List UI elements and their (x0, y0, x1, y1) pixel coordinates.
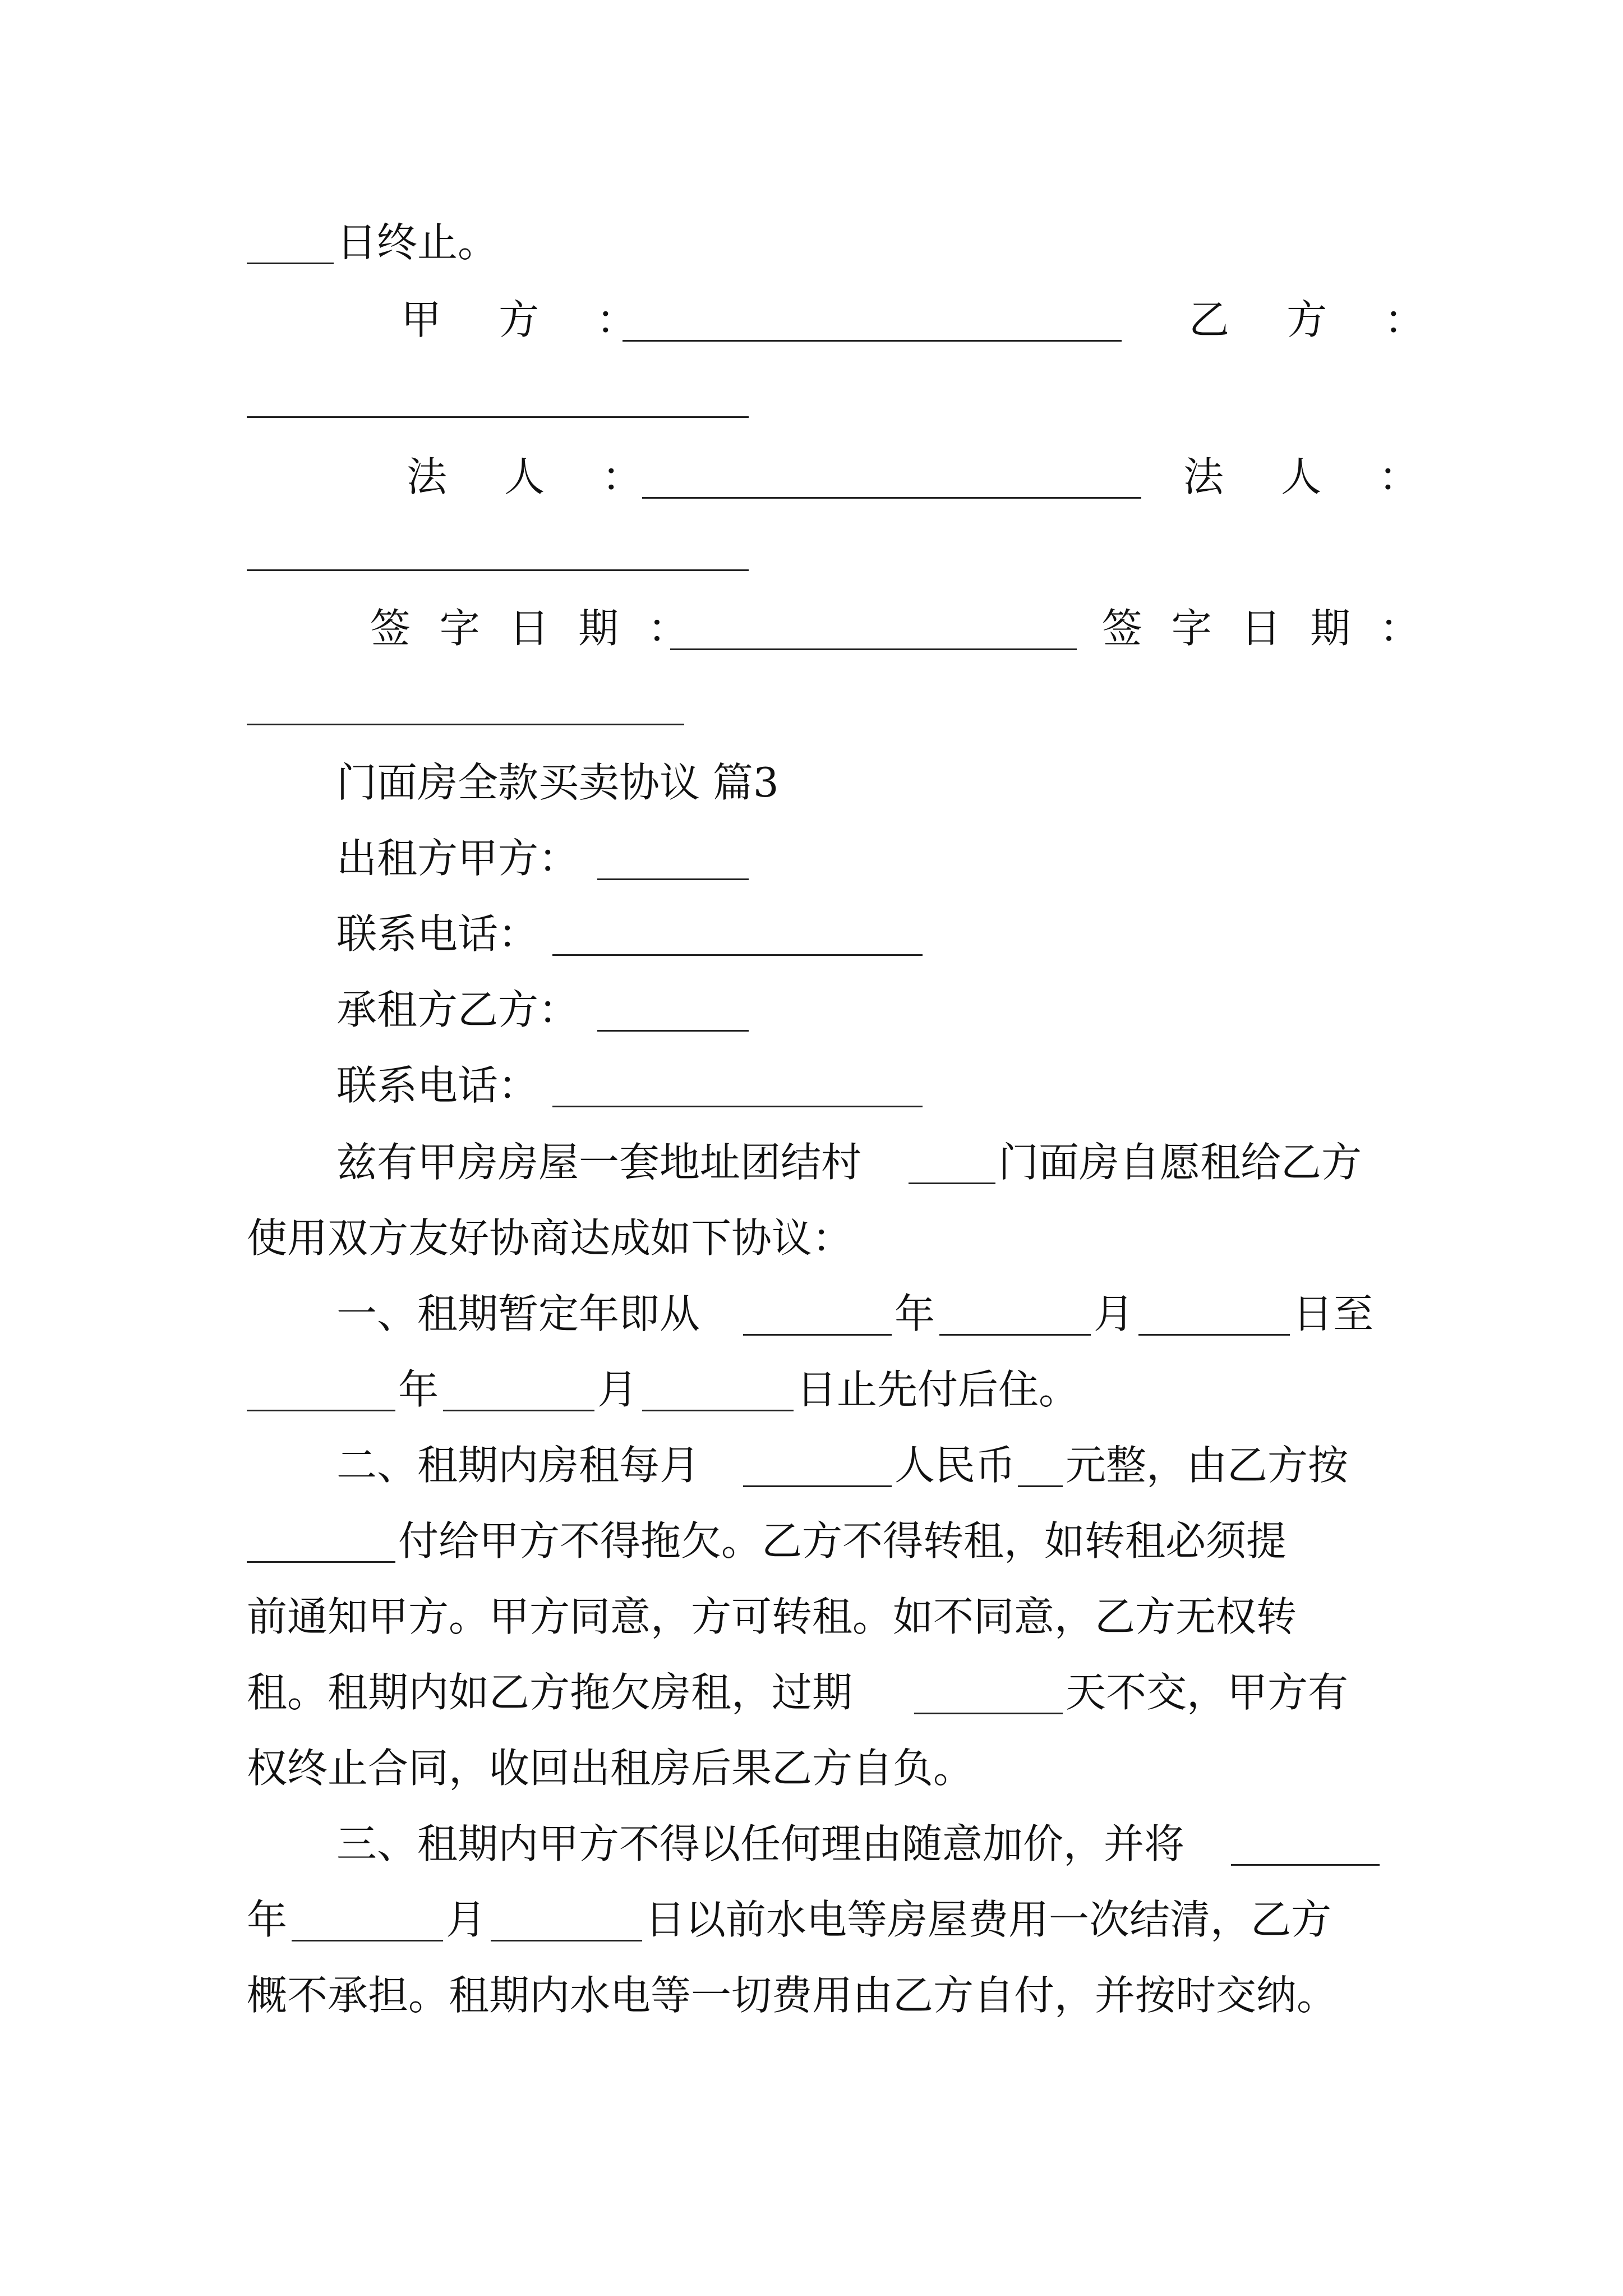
lessee-blank (597, 1030, 749, 1032)
lessee-label: 承租方乙方： (336, 986, 579, 1033)
clause1-line-1 (0, 1280, 1623, 1347)
clause1-text-2b: 月 (597, 1366, 638, 1413)
clause3-line-2 (0, 1886, 1623, 1953)
blank-line (247, 263, 334, 264)
clause1-line-2 (0, 1356, 1623, 1423)
clause3-text-2b: 月 (446, 1896, 487, 1943)
clause3-text-1: 三、租期内甲方不得以任何理由随意加价，并将 (336, 1820, 1185, 1867)
intro-line-2 (0, 1204, 1623, 1272)
term-end-line (0, 209, 1623, 276)
clause2-line-5 (0, 1734, 1623, 1802)
clause3-text-2a: 年 (247, 1896, 288, 1943)
clause3-blank-year (1231, 1864, 1380, 1866)
legal-b-blank (247, 569, 749, 571)
legal-a-blank (642, 497, 1141, 499)
intro-line-1 (0, 1129, 1623, 1196)
date-b-label: 签 字 日 期 ： (1102, 605, 1428, 652)
clause2-text-4a: 租。租期内如乙方拖欠房租，过期 (247, 1669, 853, 1716)
lessor-line (0, 825, 1623, 892)
section-title-line (0, 749, 1623, 816)
party-b-label: 乙 方 ： (1189, 296, 1447, 343)
clause3-blank-day (491, 1940, 642, 1941)
clause3-blank-month (292, 1940, 443, 1941)
section-title: 门面房全款买卖协议 篇3 (336, 759, 779, 806)
clause3-line-3 (0, 1962, 1623, 2029)
clause1-text-1c: 月 (1094, 1290, 1135, 1337)
clause2-text-2: 付给甲方不得拖欠。乙方不得转租，如转租必须提 (398, 1517, 1287, 1565)
clause2-line-1 (0, 1432, 1623, 1499)
intro-text-1b: 门面房自愿租给乙方 (998, 1139, 1362, 1186)
clause1-text-2c: 日止先付后住。 (796, 1366, 1080, 1413)
clause2-text-1b: 人民币 (895, 1442, 1016, 1489)
legal-b-label: 法 人 ： (1183, 453, 1441, 500)
lessee-line (0, 976, 1623, 1043)
clause1-text-1d: 日至 (1293, 1290, 1374, 1337)
phone1-blank (552, 954, 923, 956)
clause1-text-2a: 年 (398, 1366, 439, 1413)
legal-a-label: 法 人 ： (407, 453, 665, 500)
clause2-text-4b: 天不交，甲方有 (1066, 1669, 1349, 1716)
lessor-label: 出租方甲方： (336, 835, 579, 882)
date-a-blank (670, 648, 1077, 650)
clause1-blank-year (743, 1334, 892, 1336)
clause2-text-1a: 二、租期内房租每月 (336, 1442, 700, 1489)
clause1-blank-day (1138, 1334, 1290, 1336)
clause2-blank-pay (247, 1561, 395, 1563)
signature-legal-line (0, 443, 1623, 510)
clause2-blank-amount (1018, 1485, 1063, 1487)
clause3-line-1 (0, 1810, 1623, 1878)
clause2-blank-rent (743, 1485, 892, 1487)
clause2-line-4 (0, 1659, 1623, 1726)
phone1-line (0, 900, 1623, 968)
party-b-blank (247, 416, 749, 418)
intro-text-2: 使用双方友好协商达成如下协议： (247, 1214, 853, 1262)
party-a-blank (623, 340, 1122, 342)
intro-blank (909, 1182, 995, 1184)
phone2-blank (552, 1106, 923, 1107)
date-a-label: 签 字 日 期 ： (370, 605, 697, 652)
clause3-text-2c: 日以前水电等房屋费用一次结清，乙方 (645, 1896, 1332, 1943)
clause2-line-2 (0, 1507, 1623, 1575)
signature-party-line (0, 286, 1623, 353)
clause2-text-1c: 元整，由乙方按 (1066, 1442, 1349, 1489)
date-b-blank (247, 724, 684, 725)
clause3-text-3: 概不承担。租期内水电等一切费用由乙方自付，并按时交纳。 (247, 1972, 1338, 2019)
intro-text-1a: 兹有甲房房屋一套地址团结村 (336, 1139, 862, 1186)
term-end-text: 日终止。 (336, 219, 499, 266)
phone1-label: 联系电话： (336, 910, 539, 958)
clause1-text-1b: 年 (895, 1290, 935, 1337)
lessor-blank (597, 878, 749, 880)
phone2-line (0, 1052, 1623, 1119)
clause2-text-3: 前通知甲方。甲方同意，方可转租。如不同意，乙方无权转 (247, 1593, 1297, 1640)
party-a-label: 甲 方 ： (401, 296, 659, 343)
clause2-text-5: 权终止合同，收回出租房后果乙方自负。 (247, 1745, 974, 1792)
clause1-blank-month (939, 1334, 1091, 1336)
clause2-line-3 (0, 1583, 1623, 1650)
clause1-blank-day2 (642, 1410, 794, 1411)
phone2-label: 联系电话： (336, 1062, 539, 1109)
clause2-blank-days (914, 1713, 1063, 1714)
clause1-text-1a: 一、租期暂定年即从 (336, 1290, 700, 1337)
clause1-blank-year2 (247, 1410, 395, 1411)
signature-date-line (0, 595, 1623, 662)
clause1-blank-month2 (443, 1410, 594, 1411)
